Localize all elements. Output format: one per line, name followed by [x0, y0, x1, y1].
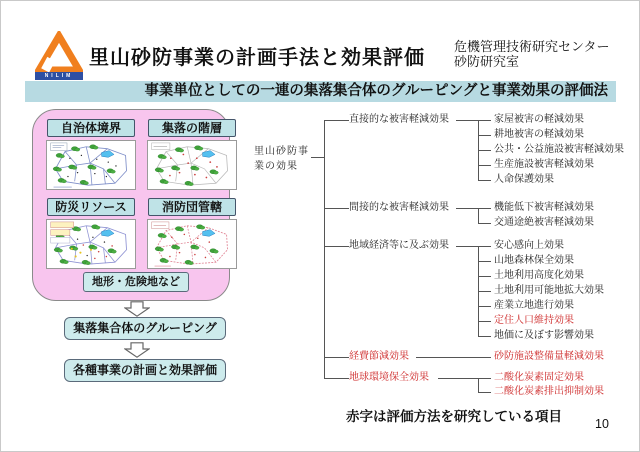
connector-line	[456, 246, 478, 247]
leaf-sense-of-security: 安心感向上効果	[494, 240, 564, 251]
connector-line	[438, 378, 478, 379]
map-label-village-hierarchy: 集落の階層	[148, 119, 236, 137]
leaf-forest-conservation: 山地森林保全効果	[494, 255, 574, 266]
terrain-hazard-label: 地形・危険地など	[83, 272, 189, 292]
connector-line	[324, 246, 349, 247]
leaf-land-price-effect: 地価に及ぼす影響効果	[494, 330, 594, 341]
connector-line	[478, 306, 491, 307]
leaf-production-facility-damage: 生産施設被害軽減効果	[494, 159, 594, 170]
connector-line	[456, 120, 478, 121]
connector-line	[478, 378, 479, 392]
leaf-population-maintenance: 定住人口維持効果	[494, 315, 574, 326]
leaf-land-use-advancement: 土地利用高度化効果	[494, 270, 584, 281]
connector-line	[478, 321, 491, 322]
connector-line	[324, 120, 349, 121]
map-thumbnail-fire-brigade	[147, 219, 237, 269]
connector-line	[324, 378, 349, 379]
connector-line	[478, 180, 491, 181]
connector-line	[478, 378, 491, 379]
map-label-fire-brigade: 消防団管轄	[148, 198, 236, 216]
connector-line	[478, 276, 491, 277]
tree-root-line1: 里山砂防事	[254, 146, 309, 157]
red-text-footnote: 赤字は評価方法を研究している項目	[346, 409, 562, 424]
connector-line	[478, 392, 491, 393]
org-subtitle	[454, 39, 609, 69]
leaf-co2-fixation: 二酸化炭素固定効果	[494, 372, 584, 383]
connector-line	[478, 165, 491, 166]
connector-line	[416, 357, 491, 358]
map-thumbnail-municipal-boundary	[46, 140, 136, 190]
connector-line	[478, 246, 491, 247]
nilim-logo-triangle-icon	[35, 31, 83, 73]
org-line2: 砂防研究室	[454, 54, 520, 69]
tree-root-line2: 業の効果	[254, 161, 298, 172]
down-arrow-icon	[124, 301, 150, 317]
page-title: 里山砂防事業の計画手法と効果評価	[89, 47, 425, 69]
branch-global-environment-effects: 地球環境保全効果	[349, 372, 429, 383]
branch-direct-effects: 直接的な被害軽減効果	[349, 114, 449, 125]
step-grouping-box: 集落集合体のグルーピング	[64, 317, 226, 340]
connector-line	[478, 208, 479, 223]
connector-line	[311, 157, 324, 158]
connector-line	[324, 120, 325, 378]
leaf-traffic-interruption: 交通途絶被害軽減効果	[494, 217, 594, 228]
leaf-public-facility-damage: 公共・公益施設被害軽減効果	[494, 144, 624, 155]
org-line1: 危機管理技術研究センター	[454, 39, 610, 54]
leaf-life-protection: 人命保護効果	[494, 174, 554, 185]
connector-line	[324, 208, 349, 209]
connector-line	[478, 291, 491, 292]
leaf-co2-emission-suppression: 二酸化炭素排出抑制効果	[494, 386, 604, 397]
branch-cost-saving-effects: 経費節減効果	[349, 351, 409, 362]
leaf-farmland-damage: 耕地被害の軽減効果	[494, 129, 584, 140]
map-thumbnail-disaster-resources	[46, 219, 136, 269]
connector-line	[478, 120, 491, 121]
map-thumbnail-village-hierarchy	[147, 140, 237, 190]
leaf-usable-land-expansion: 土地利用可能地拡大効果	[494, 285, 604, 296]
branch-regional-economy-effects: 地域経済等に及ぶ効果	[349, 240, 449, 251]
leaf-sabo-facility-reduction: 砂防施設整備量軽減効果	[494, 351, 604, 362]
down-arrow-icon	[124, 342, 150, 358]
leaf-function-decline: 機能低下被害軽減効果	[494, 202, 594, 213]
leaf-house-damage: 家屋被害の軽減効果	[494, 114, 584, 125]
branch-indirect-effects: 間接的な被害軽減効果	[349, 202, 449, 213]
connector-line	[478, 261, 491, 262]
connector-line	[478, 208, 491, 209]
connector-line	[456, 208, 478, 209]
tree-root	[254, 144, 309, 174]
map-label-disaster-resources: 防災リソース	[47, 198, 135, 216]
nilim-logo-text: NILIM	[35, 72, 83, 80]
section-banner: 事業単位としての一連の集落集合体のグルーピングと事業効果の評価法	[25, 81, 616, 102]
connector-line	[478, 135, 491, 136]
page-number: 10	[595, 417, 609, 431]
connector-line	[478, 336, 491, 337]
leaf-industrial-location: 産業立地進行効果	[494, 300, 574, 311]
connector-line	[478, 223, 491, 224]
map-label-municipal-boundary: 自治体境界	[47, 119, 135, 137]
connector-line	[324, 357, 349, 358]
step-evaluation-box: 各種事業の計画と効果評価	[64, 359, 226, 382]
connector-line	[478, 150, 491, 151]
